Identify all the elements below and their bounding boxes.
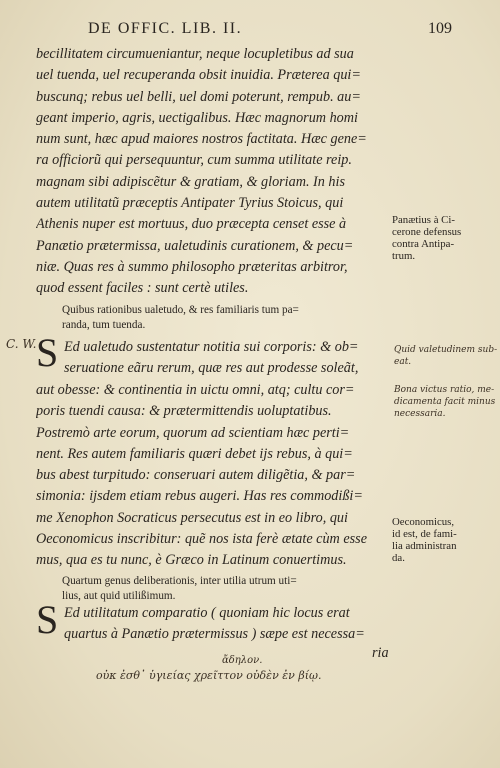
text-line: quartus à Panætio prætermissus ) sæpe est necessa= <box>64 626 365 643</box>
running-head: DE OFFIC. LIB. II. <box>88 20 243 37</box>
handwritten-note-valetudo <box>394 344 497 368</box>
text-line: aut obesse: & continentia in uictu omni, atq; cultu cor= <box>36 382 355 398</box>
handwritten-line: Bona victus ratio, me- <box>394 385 495 395</box>
text-line: magnam sibi adipiscẽtur & gratiam, & gloriam. In his <box>36 173 345 190</box>
handwritten-greek-gloss: ἄδηλον. <box>222 655 263 666</box>
summary-2 <box>62 574 392 603</box>
paragraph-2-opening <box>64 337 392 380</box>
text-line: simonia: ijsdem etiam rebus augeri. Has res commodißi= <box>36 488 363 505</box>
marginal-note-oeconomicus <box>392 516 498 564</box>
text-line: num sunt, hæc apud maiores nostros factitata. Hæc gene= <box>36 131 367 148</box>
text-line: Postremò arte eorum, quorum ad scientiam hæc perti= <box>36 424 350 441</box>
marginal-line: contra Antipa- <box>392 238 455 250</box>
marginal-line: Panætius à Ci- <box>392 214 455 226</box>
text-line: poris tuendi causa: & prætermittendis uoluptatibus. <box>36 403 332 420</box>
text-line: niæ. Quas res à summo philosopho præteritas arbitror, <box>36 258 348 275</box>
text-line: quod essent faciles : sunt certè utiles. <box>36 280 249 297</box>
handwritten-greek-quotation: οὐκ ἐσθ᾽ ὑγιείας χρεῖττον οὐδὲν ἐν βίῳ. <box>96 669 322 682</box>
text-line: uel tuenda, uel recuperanda obsit inuidia. Præterea qui= <box>36 67 361 84</box>
handwritten-note-victus <box>394 384 495 420</box>
text-line: me Xenophon Socraticus persecutus est in eo libro, qui <box>36 509 348 526</box>
catchword: ria <box>372 645 389 661</box>
summary-line: randa, tum tuenda. <box>62 318 146 331</box>
summary-1 <box>62 303 392 332</box>
handwritten-line: Quid valetudinem sub- <box>394 345 498 355</box>
text-line: geant imperio, agris, uectigalibus. Hæc magnorum homi <box>36 109 358 126</box>
marginal-line: cerone defensus <box>392 226 462 238</box>
text-line: Ed ualetudo sustentatur notitia sui corporis: & ob= <box>64 339 359 355</box>
marginal-line: da. <box>392 552 405 564</box>
text-line: Panætio prætermissa, ualetudinis curationem, & pecu= <box>36 237 354 254</box>
paragraph-1 <box>36 44 392 300</box>
drop-cap: S <box>36 330 59 375</box>
page-number: 109 <box>428 20 452 37</box>
paragraph-3-catchword <box>372 643 412 664</box>
text-line: Oeconomicus inscribitur: quẽ nos ista ferè ætate cùm esse <box>36 531 367 548</box>
summary-line: Quibus rationibus ualetudo, & res familiaris tum pa= <box>62 304 299 316</box>
text-line: becillitatem circumueniantur, neque locupletibus ad sua <box>36 46 354 62</box>
text-line: nent. Res autem familiaris quæri debet ijs rebus, à qui= <box>36 445 353 462</box>
paragraph-3-opening <box>64 603 392 646</box>
text-line: ra officiorũ qui persequuntur, cum summa utilitate reip. <box>36 152 352 169</box>
text-line: Athenis nuper est mortuus, duo præcepta censet esse à <box>36 216 347 233</box>
paragraph-2 <box>36 380 392 572</box>
marginal-note-panaetius <box>392 214 498 262</box>
drop-cap: S <box>36 597 59 642</box>
handwritten-initials: C. W. <box>6 337 37 351</box>
text-line: mus, qua es tu nunc, è Græco in Latinum conuertimus. <box>36 552 347 569</box>
handwritten-line: dicamenta facit minus <box>394 397 496 407</box>
text-line: autem utilitatũ præceptis Antipater Tyrius Stoicus, qui <box>36 195 344 212</box>
summary-line: lius, aut quid utilißimum. <box>62 589 176 602</box>
text-line: bus abest turpitudo: conseruari autem diligẽtia, & par= <box>36 467 356 484</box>
handwritten-line: necessaria. <box>394 409 446 419</box>
marginal-line: trum. <box>392 250 416 262</box>
marginal-line: lia administran <box>392 540 457 552</box>
text-line: Ed utilitatum comparatio ( quoniam hic locus erat <box>64 605 350 621</box>
text-line: buscunq; rebus uel belli, uel domi poterunt, rempub. au= <box>36 88 361 105</box>
marginal-line: Oeconomicus, <box>392 516 455 528</box>
summary-line: Quartum genus deliberationis, inter utilia utrum uti= <box>62 575 297 587</box>
handwritten-line: eat. <box>394 357 412 367</box>
marginal-line: id est, de fami- <box>392 528 457 540</box>
text-line: seruatione eãru rerum, quæ res aut prodesse soleãt, <box>64 360 359 377</box>
